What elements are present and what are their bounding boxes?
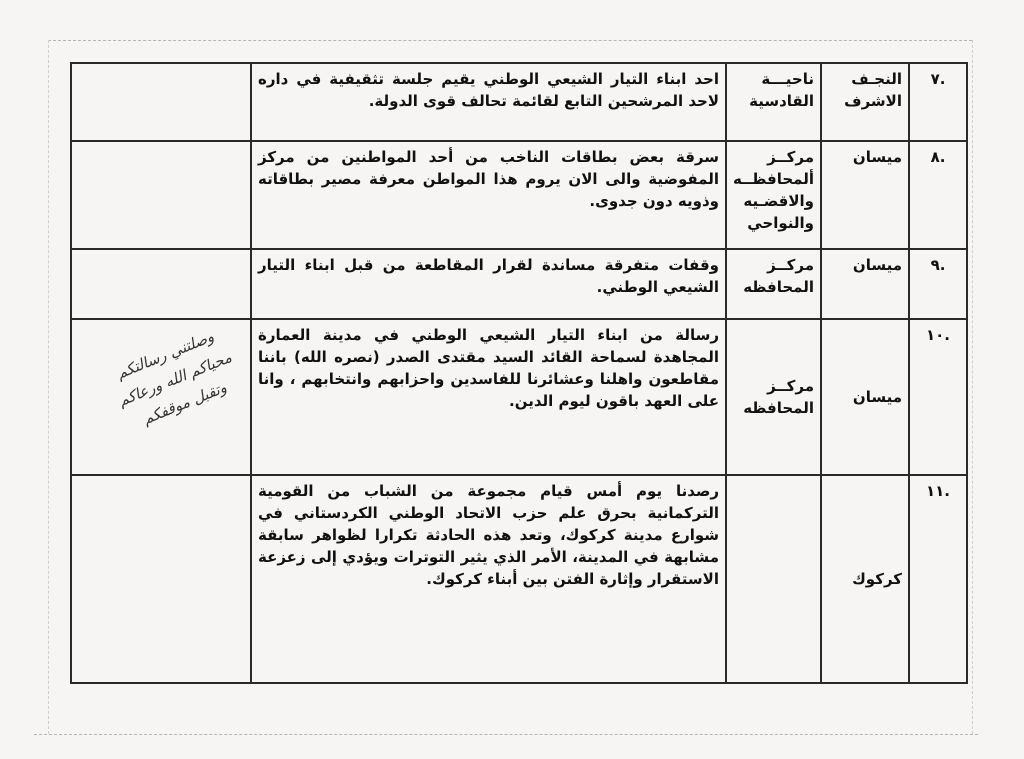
page-border-left [48,40,49,734]
description-cell: وقفات متفرقة مساندة لقرار المقاطعة من قبل ابناء التيار الشيعي الوطني. [251,249,726,319]
province-cell: ميسان [821,141,909,249]
note-cell [71,319,251,475]
table-row [71,475,967,683]
page-border-right [972,40,973,734]
description-cell: احد ابناء التيار الشيعي الوطني يقيم جلسة تثقيفية في داره لاحد المرشحين التابع لقائمة تحالف قوى الدولة. [251,63,726,141]
row-number: .٨ [909,141,967,249]
note-cell [71,63,251,141]
row-number: .٩ [909,249,967,319]
note-cell [71,475,251,683]
note-cell [71,249,251,319]
incident-table [70,62,968,684]
description-cell: رصدنا يوم أمس قيام مجموعة من الشباب من القومية التركمانية بحرق علم حزب الاتحاد الوطني الكردستاني في شوارع مدينة كركوك، وتعد هذه الحادثة تكرارا لظواهر سابقة مشابهة في المدينة، الأمر الذي يثير التوترات ويؤدي إلى زعزعة الاستقرار وإثارة الفتن بين أبناء كركوك. [251,475,726,683]
province-cell: ميسان [821,249,909,319]
location-cell: مركــز المحافظه [726,249,821,319]
province-cell: كركوك [821,475,909,683]
table-row [71,319,967,475]
page-border-bottom [34,734,978,735]
location-cell: مركــز المحافظه [726,319,821,475]
location-cell: ناحيـــة القادسية [726,63,821,141]
location-cell: مركــز ألمحافظــه والاقضـيه والنواحي [726,141,821,249]
table-row [71,141,967,249]
row-number: .١١ [909,475,967,683]
description-cell: سرقة بعض بطاقات الناخب من أحد المواطنين من مركز المفوضية والى الان يروم هذا المواطن معرفة مصير بطاقاته وذويه دون جدوى. [251,141,726,249]
province-cell: النجـف الاشرف [821,63,909,141]
table-row [71,63,967,141]
handwritten-annotation: وصلتني رسالتكم محياكم الله ورعاكم وتقبل موقفكم [114,327,235,429]
location-cell [726,475,821,683]
description-cell: رسالة من ابناء التيار الشيعي الوطني في مدينة العمارة المجاهدة لسماحة القائد السيد مقتدى الصدر (نصره الله) باننا مقاطعون واهلنا وعشائرنا للفاسدين واحزابهم وانتخابهم ، وانا على العهد باقون ليوم الدين. [251,319,726,475]
row-number: .٧ [909,63,967,141]
row-number: .١٠ [909,319,967,475]
page-border-top [48,40,972,41]
note-cell [71,141,251,249]
table-row [71,249,967,319]
province-cell: ميسان [821,319,909,475]
